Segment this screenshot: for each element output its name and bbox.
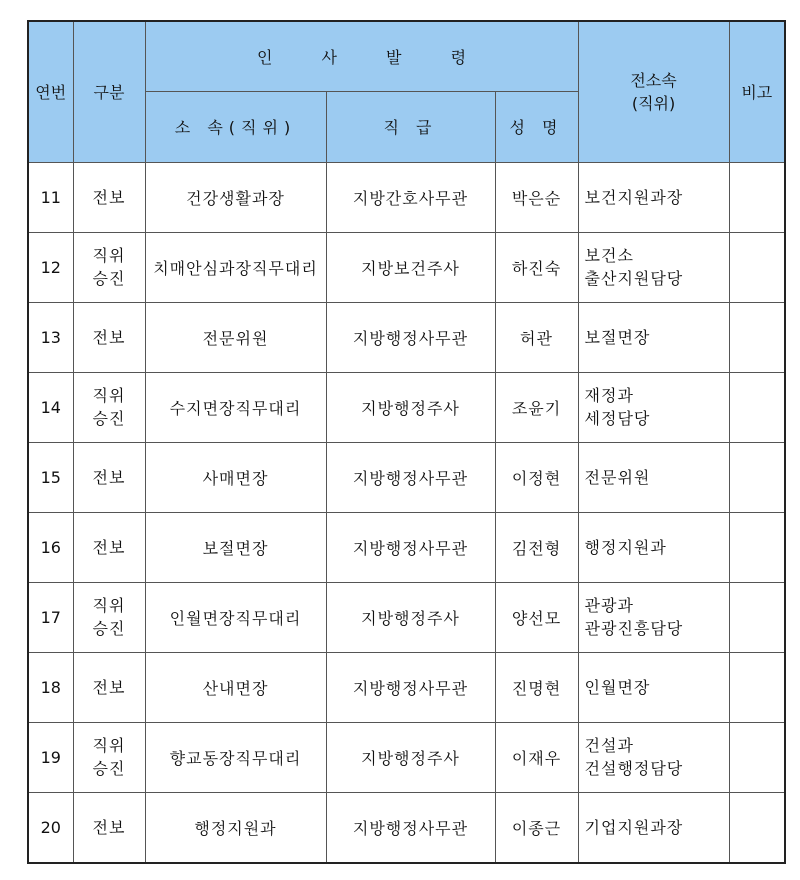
- header-previous-line1: 전소속: [630, 70, 677, 90]
- cell-name: 허관: [495, 302, 578, 372]
- cell-seq: 16: [28, 512, 73, 582]
- cell-category-line: 전보: [92, 537, 126, 557]
- cell-grade: 지방행정사무관: [326, 302, 495, 372]
- cell-previous-line: 보건지원과장: [584, 187, 684, 207]
- cell-category-line: 전보: [92, 327, 126, 347]
- cell-previous: [578, 512, 729, 582]
- table-row: [28, 792, 785, 863]
- cell-grade: 지방행정사무관: [326, 442, 495, 512]
- header-seq: 연번: [28, 21, 73, 162]
- cell-affiliation: 인월면장직무대리: [145, 582, 326, 652]
- cell-category-line: 승진: [92, 759, 126, 778]
- cell-seq: 18: [28, 652, 73, 722]
- cell-previous-line: 재정과: [584, 386, 634, 405]
- personnel-appointment-table: [27, 20, 786, 864]
- header-affiliation: 소 속(직위): [145, 91, 326, 162]
- table-row: [28, 232, 785, 302]
- table-row: [28, 722, 785, 792]
- cell-name: 이정현: [495, 442, 578, 512]
- cell-remarks: [729, 582, 785, 652]
- cell-name: 이재우: [495, 722, 578, 792]
- cell-affiliation: 보절면장: [145, 512, 326, 582]
- cell-previous-line: 출산지원담당: [584, 269, 684, 288]
- cell-grade: 지방행정주사: [326, 582, 495, 652]
- cell-affiliation: 전문위원: [145, 302, 326, 372]
- header-remarks: 비고: [729, 21, 785, 162]
- cell-affiliation: 사매면장: [145, 442, 326, 512]
- cell-grade: 지방간호사무관: [326, 162, 495, 232]
- cell-grade: 지방행정사무관: [326, 792, 495, 863]
- header-category: 구분: [73, 21, 145, 162]
- table-row: [28, 162, 785, 232]
- cell-grade: 지방행정사무관: [326, 652, 495, 722]
- cell-category: [73, 512, 145, 582]
- cell-seq: 14: [28, 372, 73, 442]
- cell-category-line: 승진: [92, 269, 126, 288]
- cell-category: [73, 372, 145, 442]
- cell-affiliation: 수지면장직무대리: [145, 372, 326, 442]
- cell-previous-line: 인월면장: [584, 677, 651, 697]
- header-previous-line2: (직위): [631, 93, 676, 113]
- cell-seq: 19: [28, 722, 73, 792]
- table-header: [28, 21, 785, 162]
- cell-category-line: 직위: [92, 246, 126, 265]
- cell-previous: [578, 582, 729, 652]
- cell-name: 하진숙: [495, 232, 578, 302]
- cell-name: 조윤기: [495, 372, 578, 442]
- cell-previous-line: 건설행정담당: [584, 759, 684, 778]
- cell-grade: 지방보건주사: [326, 232, 495, 302]
- table-row: [28, 512, 785, 582]
- cell-category: [73, 792, 145, 863]
- cell-name: 양선모: [495, 582, 578, 652]
- header-previous: [578, 21, 729, 162]
- cell-name: 김전형: [495, 512, 578, 582]
- cell-category: [73, 722, 145, 792]
- cell-previous: [578, 372, 729, 442]
- cell-category: [73, 652, 145, 722]
- cell-previous: [578, 232, 729, 302]
- table-row: [28, 582, 785, 652]
- cell-affiliation: 산내면장: [145, 652, 326, 722]
- cell-previous: [578, 652, 729, 722]
- table-row: [28, 652, 785, 722]
- cell-remarks: [729, 652, 785, 722]
- cell-affiliation: 건강생활과장: [145, 162, 326, 232]
- cell-category: [73, 232, 145, 302]
- cell-category-line: 직위: [92, 736, 126, 755]
- personnel-appointment-table-wrapper: [27, 20, 784, 864]
- table-body: [28, 162, 785, 863]
- cell-category-line: 승진: [92, 409, 126, 428]
- cell-previous: [578, 722, 729, 792]
- cell-name: 박은순: [495, 162, 578, 232]
- cell-previous: [578, 792, 729, 863]
- cell-previous: [578, 162, 729, 232]
- cell-previous-line: 관광과: [584, 596, 634, 615]
- cell-category: [73, 162, 145, 232]
- cell-previous-line: 관광진흥담당: [584, 619, 684, 638]
- table-row: [28, 372, 785, 442]
- cell-name: 진명현: [495, 652, 578, 722]
- cell-remarks: [729, 792, 785, 863]
- cell-affiliation: 행정지원과: [145, 792, 326, 863]
- cell-grade: 지방행정주사: [326, 372, 495, 442]
- cell-previous-line: 세정담당: [584, 409, 651, 428]
- cell-grade: 지방행정사무관: [326, 512, 495, 582]
- cell-category-line: 전보: [92, 467, 126, 487]
- cell-category-line: 직위: [92, 596, 126, 615]
- cell-category-line: 직위: [92, 386, 126, 405]
- cell-seq: 11: [28, 162, 73, 232]
- cell-remarks: [729, 232, 785, 302]
- cell-seq: 20: [28, 792, 73, 863]
- cell-category-line: 전보: [92, 817, 126, 837]
- cell-category-line: 전보: [92, 677, 126, 697]
- cell-remarks: [729, 722, 785, 792]
- cell-seq: 13: [28, 302, 73, 372]
- table-row: [28, 302, 785, 372]
- header-grade: 직 급: [326, 91, 495, 162]
- cell-name: 이종근: [495, 792, 578, 863]
- cell-previous-line: 전문위원: [584, 467, 651, 487]
- cell-previous: [578, 302, 729, 372]
- cell-seq: 15: [28, 442, 73, 512]
- cell-category-line: 전보: [92, 187, 126, 207]
- cell-previous-line: 건설과: [584, 736, 634, 755]
- cell-previous-line: 보건소: [584, 246, 634, 265]
- cell-category: [73, 302, 145, 372]
- cell-previous-line: 보절면장: [584, 327, 651, 347]
- cell-grade: 지방행정주사: [326, 722, 495, 792]
- cell-remarks: [729, 162, 785, 232]
- cell-affiliation: 향교동장직무대리: [145, 722, 326, 792]
- cell-seq: 17: [28, 582, 73, 652]
- cell-previous: [578, 442, 729, 512]
- cell-seq: 12: [28, 232, 73, 302]
- cell-remarks: [729, 512, 785, 582]
- cell-category: [73, 582, 145, 652]
- cell-affiliation: 치매안심과장직무대리: [145, 232, 326, 302]
- cell-remarks: [729, 372, 785, 442]
- cell-previous-line: 행정지원과: [584, 537, 667, 557]
- cell-category-line: 승진: [92, 619, 126, 638]
- cell-category: [73, 442, 145, 512]
- cell-remarks: [729, 442, 785, 512]
- cell-previous-line: 기업지원과장: [584, 817, 684, 837]
- header-appointment: 인 사 발 령: [145, 21, 578, 91]
- cell-remarks: [729, 302, 785, 372]
- header-name: 성 명: [495, 91, 578, 162]
- table-row: [28, 442, 785, 512]
